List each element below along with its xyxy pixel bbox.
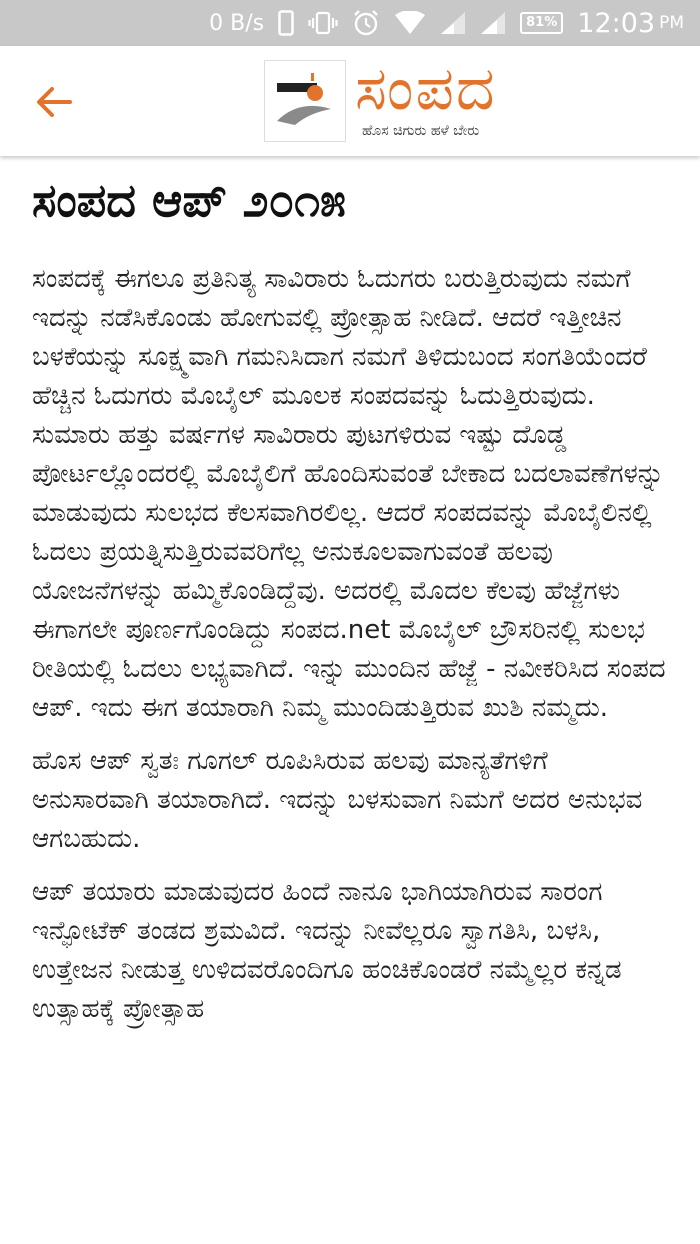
status-bar	[0, 0, 700, 46]
app-bar	[0, 46, 700, 156]
article-title: ಸಂಪದ ಆಪ್ ೨೦೧೫	[32, 173, 346, 227]
clock-ampm: PM	[659, 13, 684, 33]
phone-icon	[278, 10, 294, 36]
brand-tagline: ಹೊಸ ಚಿಗುರು ಹಳೆ ಬೇರು	[362, 123, 480, 139]
article-paragraph-1: ಸಂಪದಕ್ಕೆ ಈಗಲೂ ಪ್ರತಿನಿತ್ಯ ಸಾವಿರಾರು ಓದುಗರು ಬರುತ್ತಿರುವುದು ನಮಗೆ ಇದನ್ನು ನಡೆಸಿಕೊಂಡು ಹೋಗುವಲ್ಲಿ ಪ್ರೋತ್ಸಾಹ ನೀಡಿದೆ. ಆದರೆ ಇತ್ತೀಚಿನ ಬಳಕೆಯನ್ನು ಸೂಕ್ಷ್ಮವಾಗಿ ಗಮನಿಸಿದಾಗ ನಮಗೆ ತಿಳಿದುಬಂದ ಸಂಗತಿಯೆಂದರೆ ಹೆಚ್ಚಿನ ಓದುಗರು ಮೊಬೈಲ್ ಮೂಲಕ ಸಂಪದವನ್ನು ಓದುತ್ತಿರುವುದು. ಸುಮಾರು ಹತ್ತು ವರ್ಷಗಳ ಸಾವಿರಾರು ಪುಟಗಳಿರುವ ಇಷ್ಟು ದೊಡ್ಡ ಪೋರ್ಟಲ್ಲೊಂದರಲ್ಲಿ ಮೊಬೈಲಿಗೆ ಹೊಂದಿಸುವಂತೆ ಬೇಕಾದ ಬದಲಾವಣೆಗಳನ್ನು ಮಾಡುವುದು ಸುಲಭದ ಕೆಲಸವಾಗಿರಲಿಲ್ಲ. ಆದರೆ ಸಂಪದವನ್ನು ಮೊಬೈಲಿನಲ್ಲಿ ಓದಲು ಪ್ರಯತ್ನಿಸುತ್ತಿರುವವರಿಗೆಲ್ಲ ಅನುಕೂಲವಾಗುವಂತೆ ಹಲವು ಯೋಜನೆಗಳನ್ನು ಹಮ್ಮಿಕೊಂಡಿದ್ದೆವು. ಅದರಲ್ಲಿ ಮೊದಲ ಕೆಲವು ಹೆಜ್ಜೆಗಳು ಈಗಾಗಲೇ ಪೂರ್ಣಗೊಂಡಿದ್ದು ಸಂಪದ.net ಮೊಬೈಲ್ ಬ್ರೌಸರಿನಲ್ಲಿ ಸುಲಭ ರೀತಿಯಲ್ಲಿ ಓದಲು ಲಭ್ಯವಾಗಿದೆ. ಇನ್ನು ಮುಂದಿನ ಹೆಜ್ಜೆ - ನವೀಕರಿಸಿದ ಸಂಪದ ಆಪ್. ಇದು ಈಗ ತಯಾರಾಗಿ ನಿಮ್ಮ ಮುಂದಿಡುತ್ತಿರುವ ಖುಶಿ ನಮ್ಮದು.	[32, 264, 666, 723]
signal-icon-2	[480, 11, 506, 35]
signal-icon	[440, 11, 466, 35]
wifi-icon	[394, 11, 426, 35]
brand-logo	[264, 60, 346, 142]
battery-indicator: 81%	[520, 12, 563, 34]
back-arrow-icon[interactable]	[34, 82, 74, 122]
clock-time: 12:03	[577, 7, 656, 39]
brand-name: ಸಂಪದ	[355, 54, 497, 124]
clock	[577, 8, 684, 39]
article-paragraph-3: ಆಪ್ ತಯಾರು ಮಾಡುವುದರ ಹಿಂದೆ ನಾನೂ ಭಾಗಿಯಾಗಿರುವ ಸಾರಂಗ ಇನ್ಫೋಟೆಕ್ ತಂಡದ ಶ್ರಮವಿದೆ. ಇದನ್ನು ನೀವೆಲ್ಲರೂ ಸ್ವಾಗತಿಸಿ, ಬಳಸಿ, ಉತ್ತೇಜನ ನೀಡುತ್ತ ಉಳಿದವರೊಂದಿಗೂ ಹಂಚಿಕೊಂಡರೆ ನಮ್ಮೆಲ್ಲರ ಕನ್ನಡ ಉತ್ಸಾಹಕ್ಕೆ ಪ್ರೋತ್ಸಾಹ	[32, 877, 622, 1024]
article-paragraph-2: ಹೊಸ ಆಪ್ ಸ್ವತಃ ಗೂಗಲ್ ರೂಪಿಸಿರುವ ಹಲವು ಮಾನ್ಯತೆಗಳಿಗೆ ಅನುಸಾರವಾಗಿ ತಯಾರಾಗಿದೆ. ಇದನ್ನು ಬಳಸುವಾಗ ನಿಮಗೆ ಅದರ ಅನುಭವ ಆಗಬಹುದು.	[32, 746, 643, 854]
vibrate-icon	[308, 11, 338, 35]
alarm-icon	[352, 9, 380, 37]
article-content	[0, 156, 700, 1244]
network-speed: 0 B/s	[209, 10, 265, 36]
